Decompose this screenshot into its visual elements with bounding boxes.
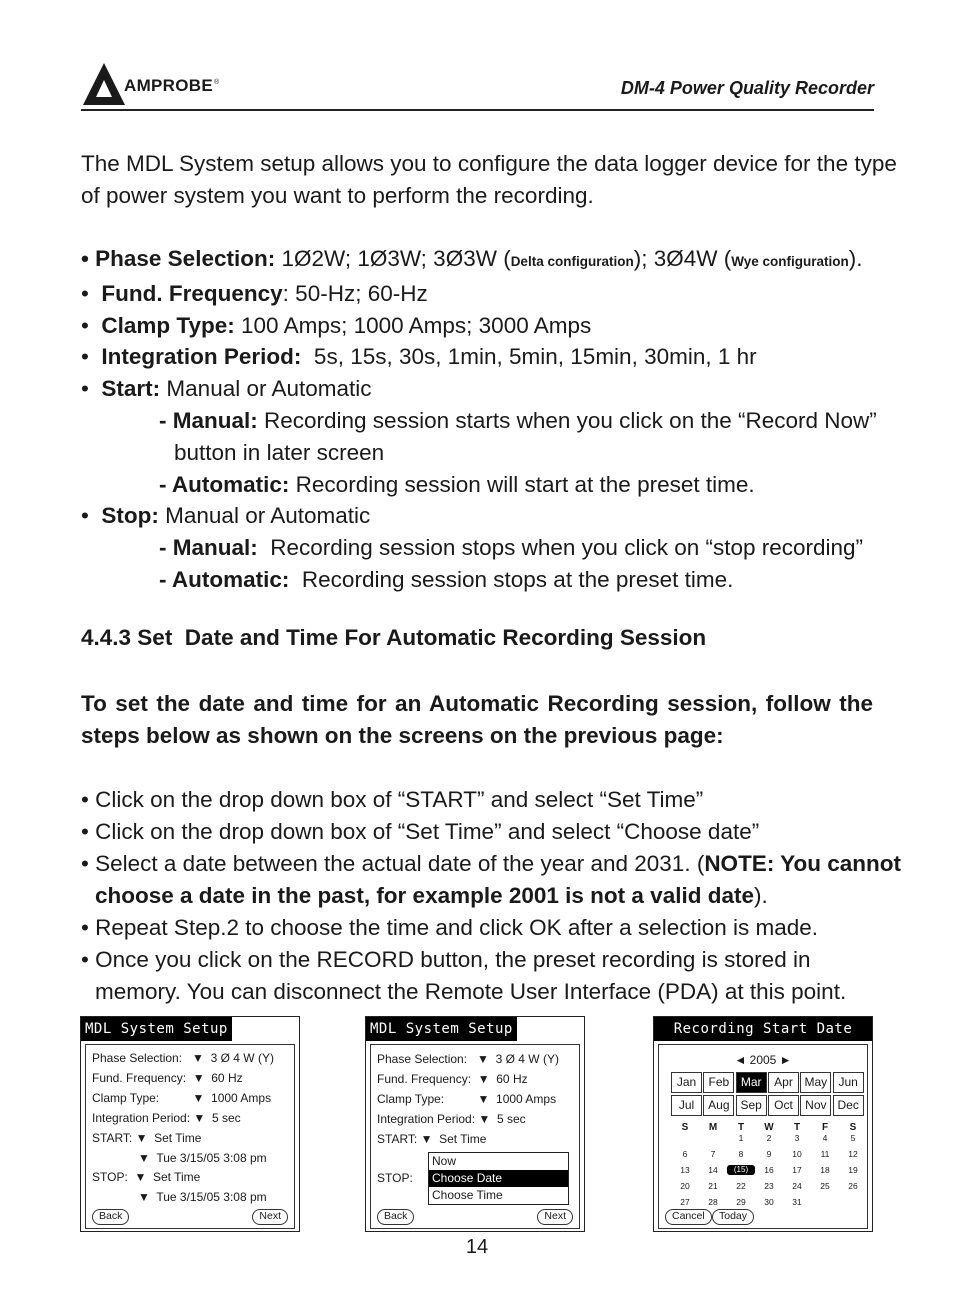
start-time-dropdown[interactable]: ▼ Tue 3/15/05 3:08 pm — [138, 1151, 267, 1165]
day-cell[interactable]: 28 — [708, 1197, 718, 1207]
day-cell[interactable]: 6 — [682, 1149, 688, 1159]
screen-title-bar: MDL System Setup — [366, 1017, 584, 1041]
day-cell[interactable]: 9 — [766, 1149, 772, 1159]
weekday-label: S — [849, 1122, 857, 1133]
intro-line-1: The MDL System setup allows you to configure the data logger device for the type — [81, 151, 897, 176]
weekday-label: F — [821, 1122, 829, 1133]
day-cell[interactable]: 2 — [766, 1133, 772, 1143]
stop-manual-item: - Manual: Recording session stops when you click on “stop recording” — [159, 535, 864, 561]
settings-list — [81, 243, 881, 596]
day-cell[interactable]: 7 — [710, 1149, 716, 1159]
day-cell[interactable]: 19 — [848, 1165, 858, 1175]
calendar-week-row — [671, 1197, 867, 1207]
calendar-week-row — [671, 1149, 867, 1159]
year-selector[interactable]: ◄ 2005 ► — [734, 1053, 792, 1067]
weekday-label: T — [737, 1122, 745, 1133]
day-cell[interactable]: 30 — [764, 1197, 774, 1207]
day-cell[interactable]: 18 — [820, 1165, 830, 1175]
step-4: • Repeat Step.2 to choose the time and click OK after a selection is made. — [81, 915, 819, 940]
fund-frequency-item: • Fund. Frequency: 50-Hz; 60-Hz — [81, 280, 428, 306]
day-cell[interactable]: (15) — [727, 1165, 755, 1175]
phase-selection-dropdown[interactable]: Phase Selection: ▼ 3 Ø 4 W (Y) — [377, 1052, 559, 1066]
day-cell[interactable]: 14 — [708, 1165, 718, 1175]
start-automatic-item: - Automatic: Recording session will start at the preset time. — [159, 471, 755, 497]
month-cell-dec[interactable]: Dec — [833, 1095, 864, 1116]
weekday-label: S — [681, 1122, 689, 1133]
phase-selection-dropdown[interactable]: Phase Selection: ▼ 3 Ø 4 W (Y) — [92, 1051, 274, 1065]
next-button[interactable]: Next — [252, 1209, 288, 1225]
header-divider — [81, 109, 874, 111]
integration-period-item: • Integration Period: 5s, 15s, 30s, 1min, 5min, 15min, 30min, 1 hr — [81, 344, 757, 370]
day-cell[interactable]: 25 — [820, 1181, 830, 1191]
step-2: • Click on the drop down box of “Set Time” and select “Choose date” — [81, 819, 760, 844]
day-cell[interactable]: 5 — [850, 1133, 856, 1143]
step-3: • Select a date between the actual date of the year and 2031. (NOTE: You cannot — [81, 851, 901, 876]
fund-frequency-dropdown[interactable]: Fund. Frequency: ▼ 60 Hz — [377, 1072, 528, 1086]
stop-label: STOP: — [377, 1171, 413, 1185]
start-dropdown[interactable]: START: ▼ Set Time — [377, 1132, 487, 1146]
day-cell[interactable]: 29 — [736, 1197, 746, 1207]
section-heading: 4.4.3 Set Date and Time For Automatic Recording Session — [81, 625, 707, 650]
day-cell[interactable]: 11 — [820, 1149, 830, 1159]
start-manual-continued: button in later screen — [174, 439, 385, 465]
step-3-continued: choose a date in the past, for example 2001 is not a valid date). — [95, 883, 768, 908]
day-cell[interactable]: 10 — [792, 1149, 802, 1159]
day-cell[interactable]: 21 — [708, 1181, 718, 1191]
day-cell[interactable]: 17 — [792, 1165, 802, 1175]
month-cell-mar[interactable]: Mar — [736, 1072, 767, 1093]
day-cell[interactable]: 3 — [794, 1133, 800, 1143]
empty-day-cell — [671, 1133, 699, 1143]
clamp-type-dropdown[interactable]: Clamp Type: ▼ 1000 Amps — [377, 1092, 557, 1106]
empty-day-cell — [811, 1197, 839, 1207]
calendar-week-row — [671, 1165, 867, 1175]
step-5-continued: memory. You can disconnect the Remote User Interface (PDA) at this point. — [95, 979, 847, 1004]
option-now[interactable]: Now — [432, 1154, 457, 1168]
calendar-week-row — [671, 1133, 867, 1143]
registered-mark: ® — [214, 79, 220, 87]
month-grid — [671, 1072, 865, 1118]
day-cell[interactable]: 22 — [736, 1181, 746, 1191]
stop-item: • Stop: Manual or Automatic — [81, 503, 371, 529]
weekday-label: M — [708, 1122, 718, 1133]
amprobe-logo-icon — [82, 62, 126, 106]
next-button[interactable]: Next — [537, 1209, 573, 1225]
phase-label: • Phase Selection: — [81, 246, 276, 271]
cancel-button[interactable]: Cancel — [665, 1209, 712, 1225]
back-button[interactable]: Back — [92, 1209, 129, 1225]
day-cell[interactable]: 20 — [680, 1181, 690, 1191]
pda-screen-mdl-setup-dropdown — [365, 1016, 585, 1232]
month-cell-jul[interactable]: Jul — [671, 1095, 702, 1116]
start-manual-item: - Manual: Recording session starts when you click on the “Record Now” — [159, 407, 877, 433]
day-cell[interactable]: 8 — [738, 1149, 744, 1159]
integration-period-dropdown[interactable]: Integration Period: ▼ 5 sec — [377, 1112, 526, 1126]
back-button[interactable]: Back — [377, 1209, 414, 1225]
empty-day-cell — [699, 1133, 727, 1143]
option-choose-time[interactable]: Choose Time — [432, 1188, 503, 1202]
day-cell[interactable]: 31 — [792, 1197, 802, 1207]
month-cell-sep[interactable]: Sep — [736, 1095, 767, 1116]
day-cell[interactable]: 4 — [822, 1133, 828, 1143]
step-1: • Click on the drop down box of “START” and select “Set Time” — [81, 787, 704, 812]
clamp-type-item: • Clamp Type: 100 Amps; 1000 Amps; 3000 Amps — [81, 312, 592, 338]
weekday-label: T — [793, 1122, 801, 1133]
weekday-header — [671, 1122, 867, 1133]
month-cell-jan[interactable]: Jan — [671, 1072, 702, 1093]
month-cell-apr[interactable]: Apr — [768, 1072, 799, 1093]
day-cell[interactable]: 23 — [764, 1181, 774, 1191]
brand-name: AMPROBE® — [124, 76, 220, 95]
calendar-panel — [658, 1044, 868, 1229]
page-number: 14 — [465, 1236, 489, 1258]
month-cell-nov[interactable]: Nov — [800, 1095, 831, 1116]
calendar-week-row — [671, 1181, 867, 1191]
step-5: • Once you click on the RECORD button, the preset recording is stored in — [81, 947, 811, 972]
steps-list — [81, 784, 901, 1008]
intro-line-2: of power system you want to perform the recording. — [81, 182, 594, 208]
screen-title-bar: MDL System Setup — [81, 1017, 299, 1041]
pda-screen-mdl-setup — [80, 1016, 300, 1232]
weekday-label: W — [764, 1122, 774, 1133]
option-choose-date[interactable]: Choose Date — [429, 1170, 568, 1187]
day-cell[interactable]: 12 — [848, 1149, 858, 1159]
screen-title-bar: Recording Start Date — [654, 1017, 872, 1041]
empty-day-cell — [839, 1197, 867, 1207]
month-cell-may[interactable]: May — [800, 1072, 831, 1093]
pda-screen-recording-start-date — [653, 1016, 873, 1232]
integration-period-dropdown[interactable]: Integration Period: ▼ 5 sec — [92, 1111, 241, 1125]
day-cell[interactable]: 24 — [792, 1181, 802, 1191]
fund-frequency-dropdown[interactable]: Fund. Frequency: ▼ 60 Hz — [92, 1071, 243, 1085]
stop-options-list[interactable] — [428, 1152, 569, 1205]
clamp-type-dropdown[interactable]: Clamp Type: ▼ 1000 Amps — [92, 1091, 272, 1105]
day-cell[interactable]: 27 — [680, 1197, 690, 1207]
stop-time-dropdown[interactable]: ▼ Tue 3/15/05 3:08 pm — [138, 1190, 267, 1204]
setup-panel — [85, 1044, 295, 1229]
today-button[interactable]: Today — [712, 1209, 754, 1225]
phase-selection-item: • Phase Selection: 1Ø2W; 1Ø3W; 3Ø3W (Delta configuration); 3Ø4W (Wye configuration). — [81, 246, 863, 271]
setup-panel — [370, 1044, 580, 1229]
month-cell-feb[interactable]: Feb — [703, 1072, 734, 1093]
month-cell-oct[interactable]: Oct — [768, 1095, 799, 1116]
day-cell[interactable]: 16 — [764, 1165, 774, 1175]
start-item: • Start: Manual or Automatic — [81, 376, 372, 402]
document-title: DM-4 Power Quality Recorder — [620, 78, 874, 98]
stop-automatic-item: - Automatic: Recording session stops at the preset time. — [159, 566, 734, 592]
stop-dropdown[interactable]: STOP: ▼ Set Time — [92, 1170, 201, 1184]
month-cell-aug[interactable]: Aug — [703, 1095, 734, 1116]
day-cell[interactable]: 13 — [680, 1165, 690, 1175]
month-cell-jun[interactable]: Jun — [833, 1072, 864, 1093]
day-cell[interactable]: 1 — [738, 1133, 744, 1143]
day-cell[interactable]: 26 — [848, 1181, 858, 1191]
instruction-paragraph: To set the date and time for an Automatic Recording session, follow the steps below as shown on the screens on the previous page: — [81, 691, 873, 748]
intro-paragraph — [81, 148, 897, 212]
start-dropdown[interactable]: START: ▼ Set Time — [92, 1131, 202, 1145]
